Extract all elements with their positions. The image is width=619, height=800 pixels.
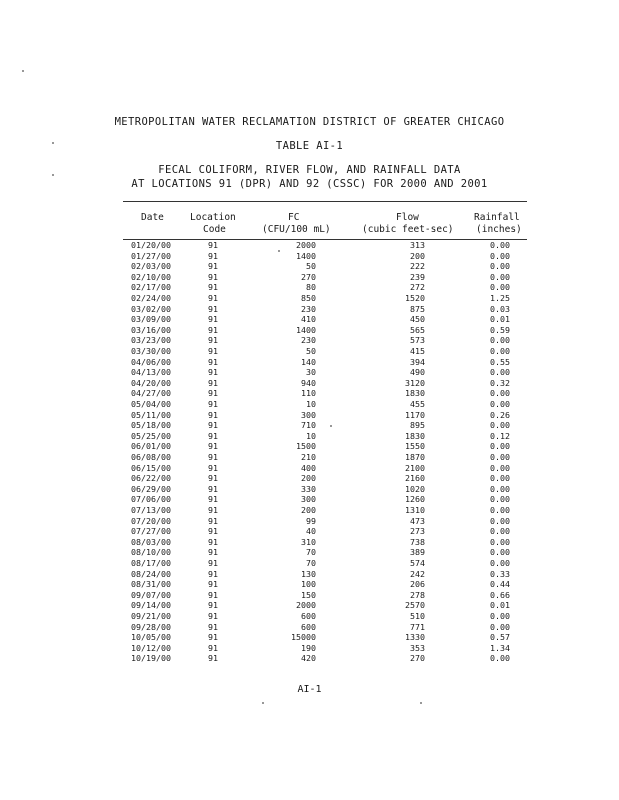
cell-rainfall: 0.00 [490, 526, 510, 537]
cell-rainfall: 0.00 [490, 271, 510, 282]
table-top-rule [123, 201, 527, 202]
col-header-flow-units: (cubic feet-sec) [362, 224, 454, 235]
col-header-location-code: Code [203, 224, 226, 235]
cell-location-code: 91 [208, 642, 218, 653]
cell-location-code: 91 [208, 462, 218, 473]
table-row [0, 304, 619, 315]
cell-flow: 278 [410, 589, 425, 600]
cell-flow: 1020 [405, 483, 425, 494]
cell-date: 02/17/00 [131, 282, 171, 293]
cell-rainfall: 0.00 [490, 505, 510, 515]
cell-rainfall: 0.01 [490, 600, 510, 611]
cell-date: 08/10/00 [131, 547, 171, 558]
cell-fc: 100 [301, 579, 316, 590]
table-row [0, 611, 619, 622]
cell-flow: 273 [410, 526, 425, 537]
cell-flow: 270 [410, 653, 425, 664]
cell-location-code: 91 [208, 579, 218, 590]
table-row [0, 516, 619, 527]
col-header-location: Location [190, 212, 236, 223]
cell-location-code: 91 [208, 430, 218, 441]
cell-fc: 200 [301, 505, 316, 515]
cell-rainfall: 0.33 [490, 568, 510, 579]
cell-date: 02/10/00 [131, 271, 171, 282]
table-row [0, 569, 619, 580]
cell-fc: 1500 [296, 441, 316, 452]
table-row [0, 526, 619, 537]
cell-location-code: 91 [208, 473, 218, 484]
cell-location-code: 91 [208, 261, 218, 272]
cell-rainfall: 0.00 [490, 261, 510, 272]
table-title-line-2: AT LOCATIONS 91 (DPR) AND 92 (CSSC) FOR 2000 AND 2001 [131, 178, 488, 190]
scan-speck [330, 425, 332, 427]
cell-rainfall: 0.00 [490, 483, 510, 494]
cell-date: 07/27/00 [131, 526, 171, 537]
cell-location-code: 91 [208, 505, 218, 515]
scan-speck [262, 702, 264, 704]
cell-flow: 313 [410, 240, 425, 250]
cell-fc: 2000 [296, 240, 316, 250]
cell-flow: 1830 [405, 430, 425, 441]
table-row [0, 579, 619, 590]
col-header-fc: FC [288, 212, 300, 223]
cell-flow: 895 [410, 420, 425, 431]
cell-date: 05/11/00 [131, 409, 171, 420]
cell-location-code: 91 [208, 420, 218, 431]
cell-date: 04/27/00 [131, 388, 171, 399]
cell-date: 08/24/00 [131, 568, 171, 579]
cell-location-code: 91 [208, 399, 218, 409]
cell-flow: 1830 [405, 388, 425, 399]
table-row [0, 410, 619, 421]
table-row [0, 600, 619, 611]
cell-location-code: 91 [208, 346, 218, 356]
cell-fc: 10 [306, 430, 316, 441]
cell-flow: 415 [410, 346, 425, 356]
cell-rainfall: 0.00 [490, 611, 510, 621]
cell-fc: 140 [301, 356, 316, 367]
cell-date: 03/30/00 [131, 346, 171, 356]
cell-flow: 206 [410, 579, 425, 590]
cell-flow: 239 [410, 271, 425, 282]
cell-fc: 420 [301, 653, 316, 664]
cell-fc: 300 [301, 409, 316, 420]
scan-speck [52, 174, 54, 176]
table-row [0, 378, 619, 389]
cell-flow: 771 [410, 621, 425, 632]
cell-rainfall: 0.00 [490, 653, 510, 664]
cell-flow: 2160 [405, 473, 425, 484]
cell-location-code: 91 [208, 568, 218, 579]
cell-flow: 1260 [405, 494, 425, 505]
scan-speck [278, 250, 280, 252]
cell-rainfall: 0.00 [490, 462, 510, 473]
cell-date: 04/20/00 [131, 377, 171, 388]
cell-location-code: 91 [208, 536, 218, 547]
cell-date: 09/28/00 [131, 621, 171, 632]
cell-flow: 200 [410, 250, 425, 261]
table-row [0, 431, 619, 442]
cell-date: 03/02/00 [131, 303, 171, 314]
cell-flow: 1170 [405, 409, 425, 420]
table-row [0, 484, 619, 495]
cell-date: 06/29/00 [131, 483, 171, 494]
cell-location-code: 91 [208, 632, 218, 643]
cell-fc: 70 [306, 558, 316, 568]
cell-date: 02/03/00 [131, 261, 171, 272]
page-number: AI-1 [297, 684, 322, 695]
cell-date: 04/06/00 [131, 356, 171, 367]
cell-fc: 15000 [291, 632, 316, 643]
cell-location-code: 91 [208, 653, 218, 664]
table-row [0, 441, 619, 452]
cell-location-code: 91 [208, 589, 218, 600]
cell-date: 08/17/00 [131, 558, 171, 568]
cell-location-code: 91 [208, 547, 218, 558]
cell-date: 05/18/00 [131, 420, 171, 431]
cell-rainfall: 0.00 [490, 473, 510, 484]
cell-fc: 300 [301, 494, 316, 505]
cell-flow: 1550 [405, 441, 425, 452]
cell-date: 07/20/00 [131, 515, 171, 526]
cell-rainfall: 0.00 [490, 515, 510, 526]
cell-fc: 210 [301, 452, 316, 462]
cell-fc: 50 [306, 261, 316, 272]
cell-flow: 2570 [405, 600, 425, 611]
cell-date: 10/05/00 [131, 632, 171, 643]
cell-rainfall: 0.12 [490, 430, 510, 441]
cell-flow: 490 [410, 367, 425, 378]
cell-date: 09/07/00 [131, 589, 171, 600]
cell-fc: 190 [301, 642, 316, 653]
cell-location-code: 91 [208, 377, 218, 388]
scan-speck [420, 702, 422, 704]
cell-fc: 200 [301, 473, 316, 484]
cell-flow: 222 [410, 261, 425, 272]
table-row [0, 388, 619, 399]
cell-rainfall: 1.25 [490, 293, 510, 303]
table-row [0, 272, 619, 283]
cell-fc: 150 [301, 589, 316, 600]
table-row [0, 558, 619, 569]
cell-flow: 573 [410, 335, 425, 346]
cell-flow: 565 [410, 324, 425, 335]
scan-speck [52, 142, 54, 144]
cell-rainfall: 0.03 [490, 303, 510, 314]
cell-flow: 389 [410, 547, 425, 558]
cell-flow: 242 [410, 568, 425, 579]
cell-location-code: 91 [208, 335, 218, 346]
cell-location-code: 91 [208, 515, 218, 526]
table-id: TABLE AI-1 [275, 140, 344, 152]
table-row [0, 293, 619, 304]
cell-flow: 1870 [405, 452, 425, 462]
table-row [0, 505, 619, 516]
cell-rainfall: 0.00 [490, 441, 510, 452]
cell-fc: 310 [301, 536, 316, 547]
cell-rainfall: 0.59 [490, 324, 510, 335]
cell-location-code: 91 [208, 250, 218, 261]
cell-fc: 850 [301, 293, 316, 303]
cell-date: 01/20/00 [131, 240, 171, 250]
cell-location-code: 91 [208, 441, 218, 452]
cell-date: 03/09/00 [131, 314, 171, 325]
cell-flow: 1330 [405, 632, 425, 643]
cell-flow: 394 [410, 356, 425, 367]
cell-fc: 50 [306, 346, 316, 356]
cell-fc: 10 [306, 399, 316, 409]
cell-fc: 600 [301, 611, 316, 621]
cell-rainfall: 0.00 [490, 335, 510, 346]
cell-location-code: 91 [208, 611, 218, 621]
cell-flow: 473 [410, 515, 425, 526]
cell-rainfall: 0.00 [490, 621, 510, 632]
organization-heading: METROPOLITAN WATER RECLAMATION DISTRICT OF GREATER CHICAGO [114, 116, 505, 128]
cell-flow: 450 [410, 314, 425, 325]
cell-location-code: 91 [208, 240, 218, 250]
cell-date: 05/04/00 [131, 399, 171, 409]
cell-date: 06/08/00 [131, 452, 171, 462]
table-row [0, 463, 619, 474]
table-row [0, 335, 619, 346]
cell-flow: 2100 [405, 462, 425, 473]
cell-date: 06/01/00 [131, 441, 171, 452]
cell-location-code: 91 [208, 409, 218, 420]
cell-date: 07/06/00 [131, 494, 171, 505]
table-row [0, 632, 619, 643]
table-row [0, 473, 619, 484]
cell-rainfall: 0.00 [490, 420, 510, 431]
cell-rainfall: 0.00 [490, 494, 510, 505]
cell-flow: 272 [410, 282, 425, 293]
cell-date: 10/19/00 [131, 653, 171, 664]
cell-rainfall: 0.00 [490, 388, 510, 399]
table-row [0, 399, 619, 410]
table-row [0, 420, 619, 431]
cell-location-code: 91 [208, 600, 218, 611]
table-row [0, 547, 619, 558]
table-row [0, 346, 619, 357]
cell-date: 07/13/00 [131, 505, 171, 515]
col-header-date: Date [141, 212, 164, 223]
cell-fc: 80 [306, 282, 316, 293]
cell-flow: 510 [410, 611, 425, 621]
table-title-line-1: FECAL COLIFORM, RIVER FLOW, AND RAINFALL DATA [158, 164, 461, 176]
cell-rainfall: 0.00 [490, 250, 510, 261]
cell-rainfall: 0.66 [490, 589, 510, 600]
col-header-fc-units: (CFU/100 mL) [262, 224, 331, 235]
cell-rainfall: 0.00 [490, 367, 510, 378]
cell-date: 09/14/00 [131, 600, 171, 611]
cell-rainfall: 0.00 [490, 240, 510, 250]
cell-fc: 600 [301, 621, 316, 632]
cell-rainfall: 0.00 [490, 536, 510, 547]
cell-date: 08/03/00 [131, 536, 171, 547]
cell-location-code: 91 [208, 526, 218, 537]
cell-location-code: 91 [208, 314, 218, 325]
cell-flow: 455 [410, 399, 425, 409]
cell-date: 02/24/00 [131, 293, 171, 303]
table-row [0, 590, 619, 601]
cell-fc: 270 [301, 271, 316, 282]
cell-location-code: 91 [208, 452, 218, 462]
scan-speck [22, 70, 24, 72]
cell-fc: 230 [301, 335, 316, 346]
table-row [0, 367, 619, 378]
cell-rainfall: 1.34 [490, 642, 510, 653]
cell-fc: 1400 [296, 250, 316, 261]
cell-location-code: 91 [208, 483, 218, 494]
cell-flow: 574 [410, 558, 425, 568]
cell-date: 06/22/00 [131, 473, 171, 484]
table-row [0, 261, 619, 272]
cell-fc: 99 [306, 515, 316, 526]
cell-location-code: 91 [208, 324, 218, 335]
cell-rainfall: 0.32 [490, 377, 510, 388]
cell-fc: 2000 [296, 600, 316, 611]
cell-date: 04/13/00 [131, 367, 171, 378]
cell-date: 01/27/00 [131, 250, 171, 261]
cell-fc: 330 [301, 483, 316, 494]
cell-flow: 1520 [405, 293, 425, 303]
cell-fc: 400 [301, 462, 316, 473]
cell-fc: 130 [301, 568, 316, 579]
table-row [0, 251, 619, 262]
cell-fc: 30 [306, 367, 316, 378]
cell-fc: 1400 [296, 324, 316, 335]
cell-rainfall: 0.00 [490, 399, 510, 409]
cell-location-code: 91 [208, 293, 218, 303]
table-row [0, 240, 619, 251]
col-header-flow: Flow [396, 212, 419, 223]
cell-rainfall: 0.00 [490, 558, 510, 568]
cell-location-code: 91 [208, 303, 218, 314]
cell-location-code: 91 [208, 356, 218, 367]
cell-rainfall: 0.55 [490, 356, 510, 367]
cell-location-code: 91 [208, 621, 218, 632]
cell-date: 09/21/00 [131, 611, 171, 621]
cell-rainfall: 0.00 [490, 346, 510, 356]
cell-location-code: 91 [208, 367, 218, 378]
cell-date: 06/15/00 [131, 462, 171, 473]
cell-location-code: 91 [208, 271, 218, 282]
table-row [0, 622, 619, 633]
table-row [0, 494, 619, 505]
cell-flow: 738 [410, 536, 425, 547]
cell-date: 03/23/00 [131, 335, 171, 346]
cell-fc: 230 [301, 303, 316, 314]
cell-location-code: 91 [208, 494, 218, 505]
cell-fc: 940 [301, 377, 316, 388]
table-row [0, 537, 619, 548]
table-row [0, 314, 619, 325]
table-row [0, 357, 619, 368]
cell-flow: 353 [410, 642, 425, 653]
cell-location-code: 91 [208, 558, 218, 568]
cell-fc: 710 [301, 420, 316, 431]
table-row [0, 653, 619, 664]
cell-date: 10/12/00 [131, 642, 171, 653]
col-header-rainfall: Rainfall [474, 212, 520, 223]
cell-location-code: 91 [208, 388, 218, 399]
cell-rainfall: 0.00 [490, 282, 510, 293]
cell-rainfall: 0.00 [490, 547, 510, 558]
cell-date: 08/31/00 [131, 579, 171, 590]
cell-rainfall: 0.26 [490, 409, 510, 420]
cell-fc: 70 [306, 547, 316, 558]
table-row [0, 282, 619, 293]
cell-rainfall: 0.44 [490, 579, 510, 590]
cell-fc: 410 [301, 314, 316, 325]
table-row [0, 325, 619, 336]
cell-flow: 1310 [405, 505, 425, 515]
cell-rainfall: 0.00 [490, 452, 510, 462]
cell-rainfall: 0.01 [490, 314, 510, 325]
table-row [0, 452, 619, 463]
col-header-rainfall-units: (inches) [476, 224, 522, 235]
cell-fc: 40 [306, 526, 316, 537]
cell-flow: 875 [410, 303, 425, 314]
cell-date: 03/16/00 [131, 324, 171, 335]
table-row [0, 643, 619, 654]
cell-flow: 3120 [405, 377, 425, 388]
cell-date: 05/25/00 [131, 430, 171, 441]
cell-fc: 110 [301, 388, 316, 399]
cell-rainfall: 0.57 [490, 632, 510, 643]
cell-location-code: 91 [208, 282, 218, 293]
